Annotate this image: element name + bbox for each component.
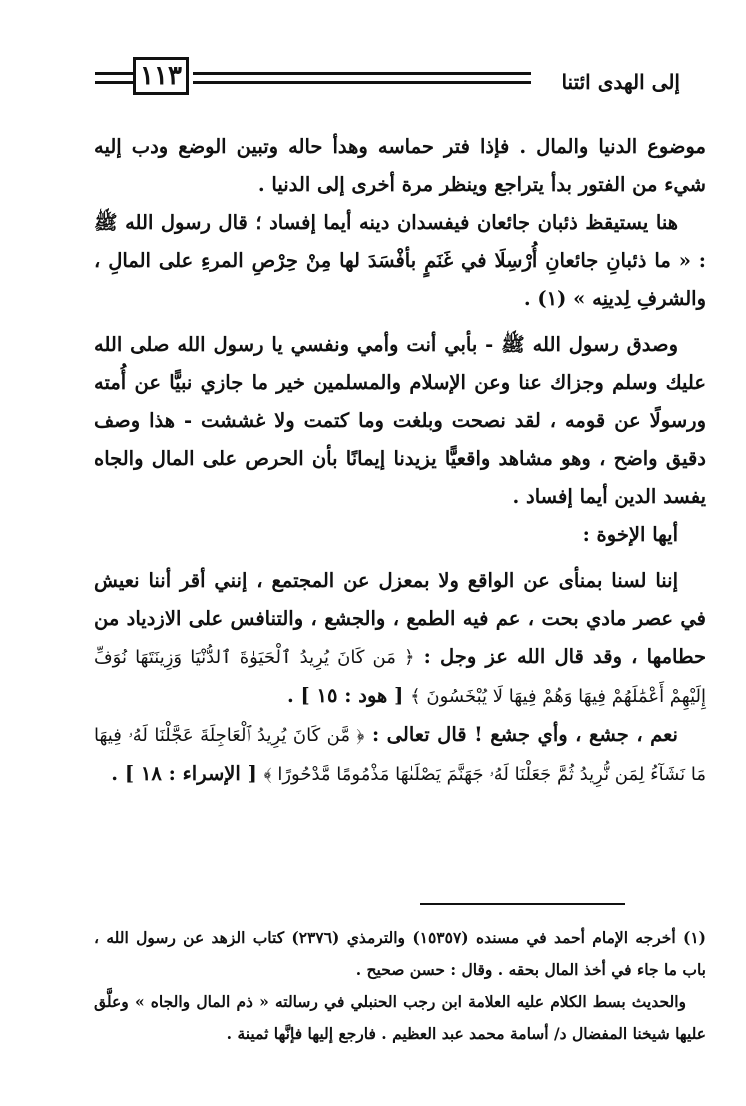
page-number: ١١٣ (133, 57, 189, 95)
paragraph: وصدق رسول الله ﷺ - بأبي أنت وأمي ونفسي يا رسول الله صلى الله عليك وسلم وجزاك عنا وعن الإسلام والمسلمين خير ما جازي نبيًّا عن أُمته ورسولًا عن قومه ، لقد نصحت وبلغت وما كتمت ولا غششت - هذا وصف دقيق واضح ، وهو مشاهد واقعيًّا يزيدنا إيمانًا بأن الحرص على المال والجاه يفسد الدين أيما إفساد . (94, 333, 706, 508)
quran-verse: ﴿ مَن كَانَ يُرِيدُ ٱلْحَيَوٰةَ ٱلدُّنْيَا وَزِينَتَهَا نُوَفِّ إِلَيْهِمْ أَعْمَٰلَهُمْ فِيهَا وَهُمْ فِيهَا لَا يُبْخَسُونَ ﴾ (94, 647, 706, 707)
paragraph: موضوع الدنيا والمال . فإذا فتر حماسه وهدأ حاله وتبين الوضع ودب إليه شيء من الفتور بدأ يتراجع وينظر مرة أخرى إلى الدنيا . (94, 135, 706, 196)
paragraph (94, 716, 706, 794)
footnote: (١) أخرجه الإمام أحمد في مسنده (١٥٣٥٧) والترمذي (٢٣٧٦) كتاب الزهد عن رسول الله ، باب ما جاء في أخذ المال بحقه . وقال : حسن صحيح . (94, 928, 706, 979)
paragraph-text: نعم ، جشع ، وأي جشع ! قال تعالى : (371, 723, 678, 746)
section-heading: أيها الإخوة : (582, 523, 678, 546)
quran-verse: ﴿ مَّن كَانَ يُرِيدُ ٱلْعَاجِلَةَ عَجَّلْنَا لَهُۥ فِيهَا مَا نَشَآءُ لِمَن نُّرِيدُ ثُمَّ جَعَلْنَا لَهُۥ جَهَنَّمَ يَصْلَىٰهَا مَذْمُومًا مَّدْحُورًا ﴾ (94, 725, 706, 785)
main-text (94, 128, 706, 794)
header-rule (193, 81, 531, 84)
verse-reference: [ هود : ١٥ ] . (286, 684, 404, 707)
running-title: إلى الهدى ائتنا (561, 70, 680, 94)
paragraph: هنا يستيقظ ذئبان جائعان فيفسدان دينه أيما إفساد ؛ قال رسول الله ﷺ : « ما ذئبانِ جائعانِ أُرْسِلَا في غَنَمٍ بأفْسَدَ لها مِنْ حِرْصِ المرءِ على المالِ ، والشرفِ لِدينِه » (١) . (94, 211, 706, 310)
footnotes (94, 922, 706, 1050)
footnote: والحديث بسط الكلام عليه العلامة ابن رجب الحنبلي في رسالته « ذم المال والجاه » وعلَّق عليها شيخنا المفضال د/ أسامة محمد عبد العظيم . فارجع إليها فإنَّها ثمينة . (94, 992, 706, 1043)
paragraph-text: إننا لسنا بمنأى عن الواقع ولا بمعزل عن المجتمع ، إنني أقر أننا نعيش في عصر مادي بحت ، عم فيه الطمع ، والجشع ، والتنافس على الازدياد من حطامها ، وقد قال الله عز وجل : (94, 569, 707, 668)
paragraph (94, 562, 706, 716)
footnote-divider (420, 903, 625, 905)
verse-reference: [ الإسراء : ١٨ ] . (111, 762, 257, 785)
header-rule (193, 72, 531, 75)
header-rule (95, 72, 133, 75)
header-rule (95, 81, 133, 84)
page-header (95, 54, 680, 98)
